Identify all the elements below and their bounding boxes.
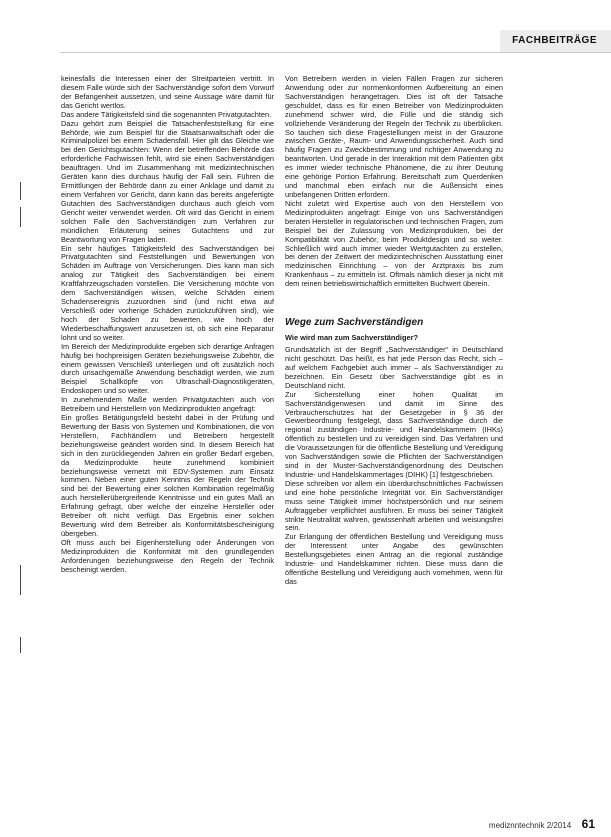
left-column [61,75,274,575]
paragraph: Diese schreiben vor allem ein überdurchschnittliches Fachwissen und eine hohe persönliche Integrität vor. Ein Sachverständiger muss seine Tätigkeit immer höchstpersönlich und nur seinem Auftraggeber verpflichtet ausführen. Er muss bei seiner Tätigkeit strikte Neutralität wahren, gewissenhaft arbeiten und weisungsfrei sein. [285,478,503,533]
paragraph: In zunehmendem Maße werden Privatgutachten auch von Betreibern und Herstellern von Medizinprodukten angefragt: [61,395,274,414]
paragraph: Ein sehr häufiges Tätigkeitsfeld des Sachverständigen bei Privatgutachten sind Feststellungen und Bewertungen von Schäden im Auftrage von Versicherungen. Dies kann man sich analog zur Tätigkeit des Sachverständigen bei einem Kraftfahrzeugschaden vorstellen. Die Versicherung möchte von dem Sachverständigen wissen, welche Schäden einem Schadensereignis zuzuordnen sind (und nicht etwa auf Verschleiß oder vorherige Schäden zurückzuführen sind), wie hoch der Schaden zu bewerten, wie hoch der Wiederbeschaffungswert anzusetzen ist, ob sich eine Reparatur lohnt und so weiter. [61,243,274,342]
section-heading: Wege zum Sachverständigen [285,317,424,329]
margin-mark [20,565,21,595]
section-label: FACHBEITRÄGE [512,35,597,46]
paragraph: Von Betreibern werden in vielen Fällen Fragen zur sicheren Anwendung oder zur normenkonformen Aufbereitung an einen Sachverständigen herangetragen. Dies ist oft der Tatsache geschuldet, dass es für einen Betreiber von Medizinprodukten zunehmend schwer wird, die Fülle und die ständig sich vollziehende Veränderung der Regeln der Technik zu überblicken. So tauchen sich diese Fragestellungen meist in der Grauzone zwischen Geräte-, Raum- und Anwendungssicherheit. Auch sind häufig Fragen zu Zweckbestimmung und richtiger Anwendung zu beantworten. Und gerade in der Interaktion mit dem Patienten gibt es immer wieder technische Phänomene, die zu ihrer Deutung eine gehörige Portion Erfahrung. Bereitschaft zum Querdenken und manchmal eben einfach nur die Außensicht eines unbefangenen Dritten erfordern. [285,74,503,199]
page-number: 61 [581,817,595,831]
paragraph: Oft muss auch bei Eigenherstellung oder Änderungen von Medizinprodukten die Konformität mit den grundlegenden Anforderungen beziehungsweise den Regeln der Technik bescheinigt werden. [61,537,274,574]
paragraph: Nicht zuletzt wird Expertise auch von den Herstellern von Medizinprodukten angefragt: Einige von uns Sachverständigen beraten Hersteller in regulatorischen und technischen Fragen, zum Beispiel bei der Zulassung von Medizinprodukten, bei der Kompatibilität von Zubehör, beim Produktdesign und so weiter. Schließlich wird auch immer wieder Wertgutachten zu erstellen, bei denen der Zeitwert der medizintechnischen Ausstattung einer medizinischen Einrichtung – von der Arztpraxis bis zum Krankenhaus – zu ermitteln ist. Oftmals nämlich dieser ja nicht mit dem reinen betriebswirtschaftlich ermittelten Buchwert überein. [285,198,503,289]
paragraph: Ein großes Betätigungsfeld besteht dabei in der Prüfung und Bewertung der Basis von Systemen und Kombinationen, die von Herstellern, Fachhändlern und Betreibern hergestellt beziehungsweise geändert worden sind. In diesem Bereich hat sich in den zurückliegenden Jahren ein großer Bedarf ergeben, da Medizinprodukte heute zunehmend kombiniert beziehungsweise vernetzt mit EDV-Systemen zum Einsatz kommen. Neben einer guten Kenntnis der Regeln der Technik sind bei der Bewertung einer solchen Kombination regelmäßig auch herstellerübergreifende Kenntnisse und ein gutes Maß an Erfahrung gefragt, über welche der einzelne Hersteller oder Betreiber oft nicht verfügt. Das Ergebnis einer solchen Bewertung wird dem Betreiber als Konformitätsbescheinigung übergeben. [61,413,274,539]
margin-mark [20,182,21,200]
paragraph: Dazu gehört zum Beispiel die Tatsachenfeststellung für eine Behörde, wie zum Beispiel für die Staatsanwaltschaft oder die Kriminalpolizei bei einem Schadensfall. Hier gilt das Gleiche wie bei den Gerichtsgutachten: Wenn der betreffenden Behörde das erforderliche Fachwissen fehlt, wird sie einen Sachverständigen beauftragen. Und im Zusammenhang mit medizintechnischen Geräten kann dies durchaus häufig der Fall sein. Führen die Ermittlungen der Behörde dann zu einer Anklage und damit zu einem Verfahren vor Gericht, dann kann das bereits angefertigte Gutachten des Sachverständigen durchaus auch gleich vom Gericht weiter verwendet werden. Oft wird das Gericht in einem solchen Falle den Sachverständigen zum Verfahren zur mündlichen Erläuterung seines Gutachtens und zur Beantwortung von Fragen laden. [61,118,274,244]
header-rule [60,52,611,53]
paragraph: Zur Erlangung der öffentlichen Bestellung und Vereidigung muss der Interessent unter Angabe des gewünschten Bestellungsgebietes einen Antrag an die regional zuständige Industrie- und Handelskammer richten. Diese muss dann die öffentliche Bestellung und Vereidigung auch vornehmen, wenn für das [285,532,503,587]
paragraph: Das andere Tätigkeitsfeld sind die sogenannten Privatgutachten. [61,109,272,119]
paragraph: Zur Sicherstellung einer hohen Qualität im Sachverständigenwesen und damit im Sinne des Verbraucherschutzes hat der Gesetzgeber in § 36 der Gewerbeordnung festgelegt, dass Sachverständige durch die regional zuständigen Industrie- und Handelskammern (IHKs) öffentlich zu bestellen und zu vereidigen sind. Das Verfahren und die Voraussetzungen für die öffentliche Bestellung und Vereidigung von Sachverständigen sowie die Pflichten der Sachverständigen sind in der Muster-Sachverständigenordnung des Deutschen Industrie- und Handelskammertages (DIHK) [1] festgeschrieben. [285,389,503,479]
sub-heading: Wie wird man zum Sachverständiger? [285,333,418,343]
margin-mark [20,207,21,227]
paragraph: Grundsätzlich ist der Begriff „Sachverständiger“ in Deutschland nicht geschützt. Das heißt, es hat jede Person das Recht, sich – auf welchem Fachgebiet auch immer – als Sachverständiger zu bezeichnen. Ein Gesetz über Sachverständige gibt es in Deutschland nicht. [285,345,503,390]
paragraph: Im Bereich der Medizinprodukte ergeben sich derartige Anfragen häufig bei hochpreisigen Geräten beziehungsweise Zubehör, die einem gewissen Verschleiß unterliegen und oft zusätzlich noch durch unsachgemäße Anwendung beschädigt werden, wie zum Beispiel Schallköpfe von Ultraschall-Diagnostikgeräten, Endoskopen und so weiter. [61,341,274,396]
paragraph: keinesfalls die Interessen einer der Streitparteien vertritt. In diesem Falle würde sich der Sachverständige sofort dem Vorwurf der Befangenheit aussetzen, und seine Aussage wäre damit für das Gericht wertlos. [61,74,274,110]
journal-issue: mediznntechnik 2/2014 [488,821,572,830]
section-header [500,30,611,52]
right-column [285,75,503,587]
page-footer [489,815,595,833]
margin-mark [20,637,21,653]
